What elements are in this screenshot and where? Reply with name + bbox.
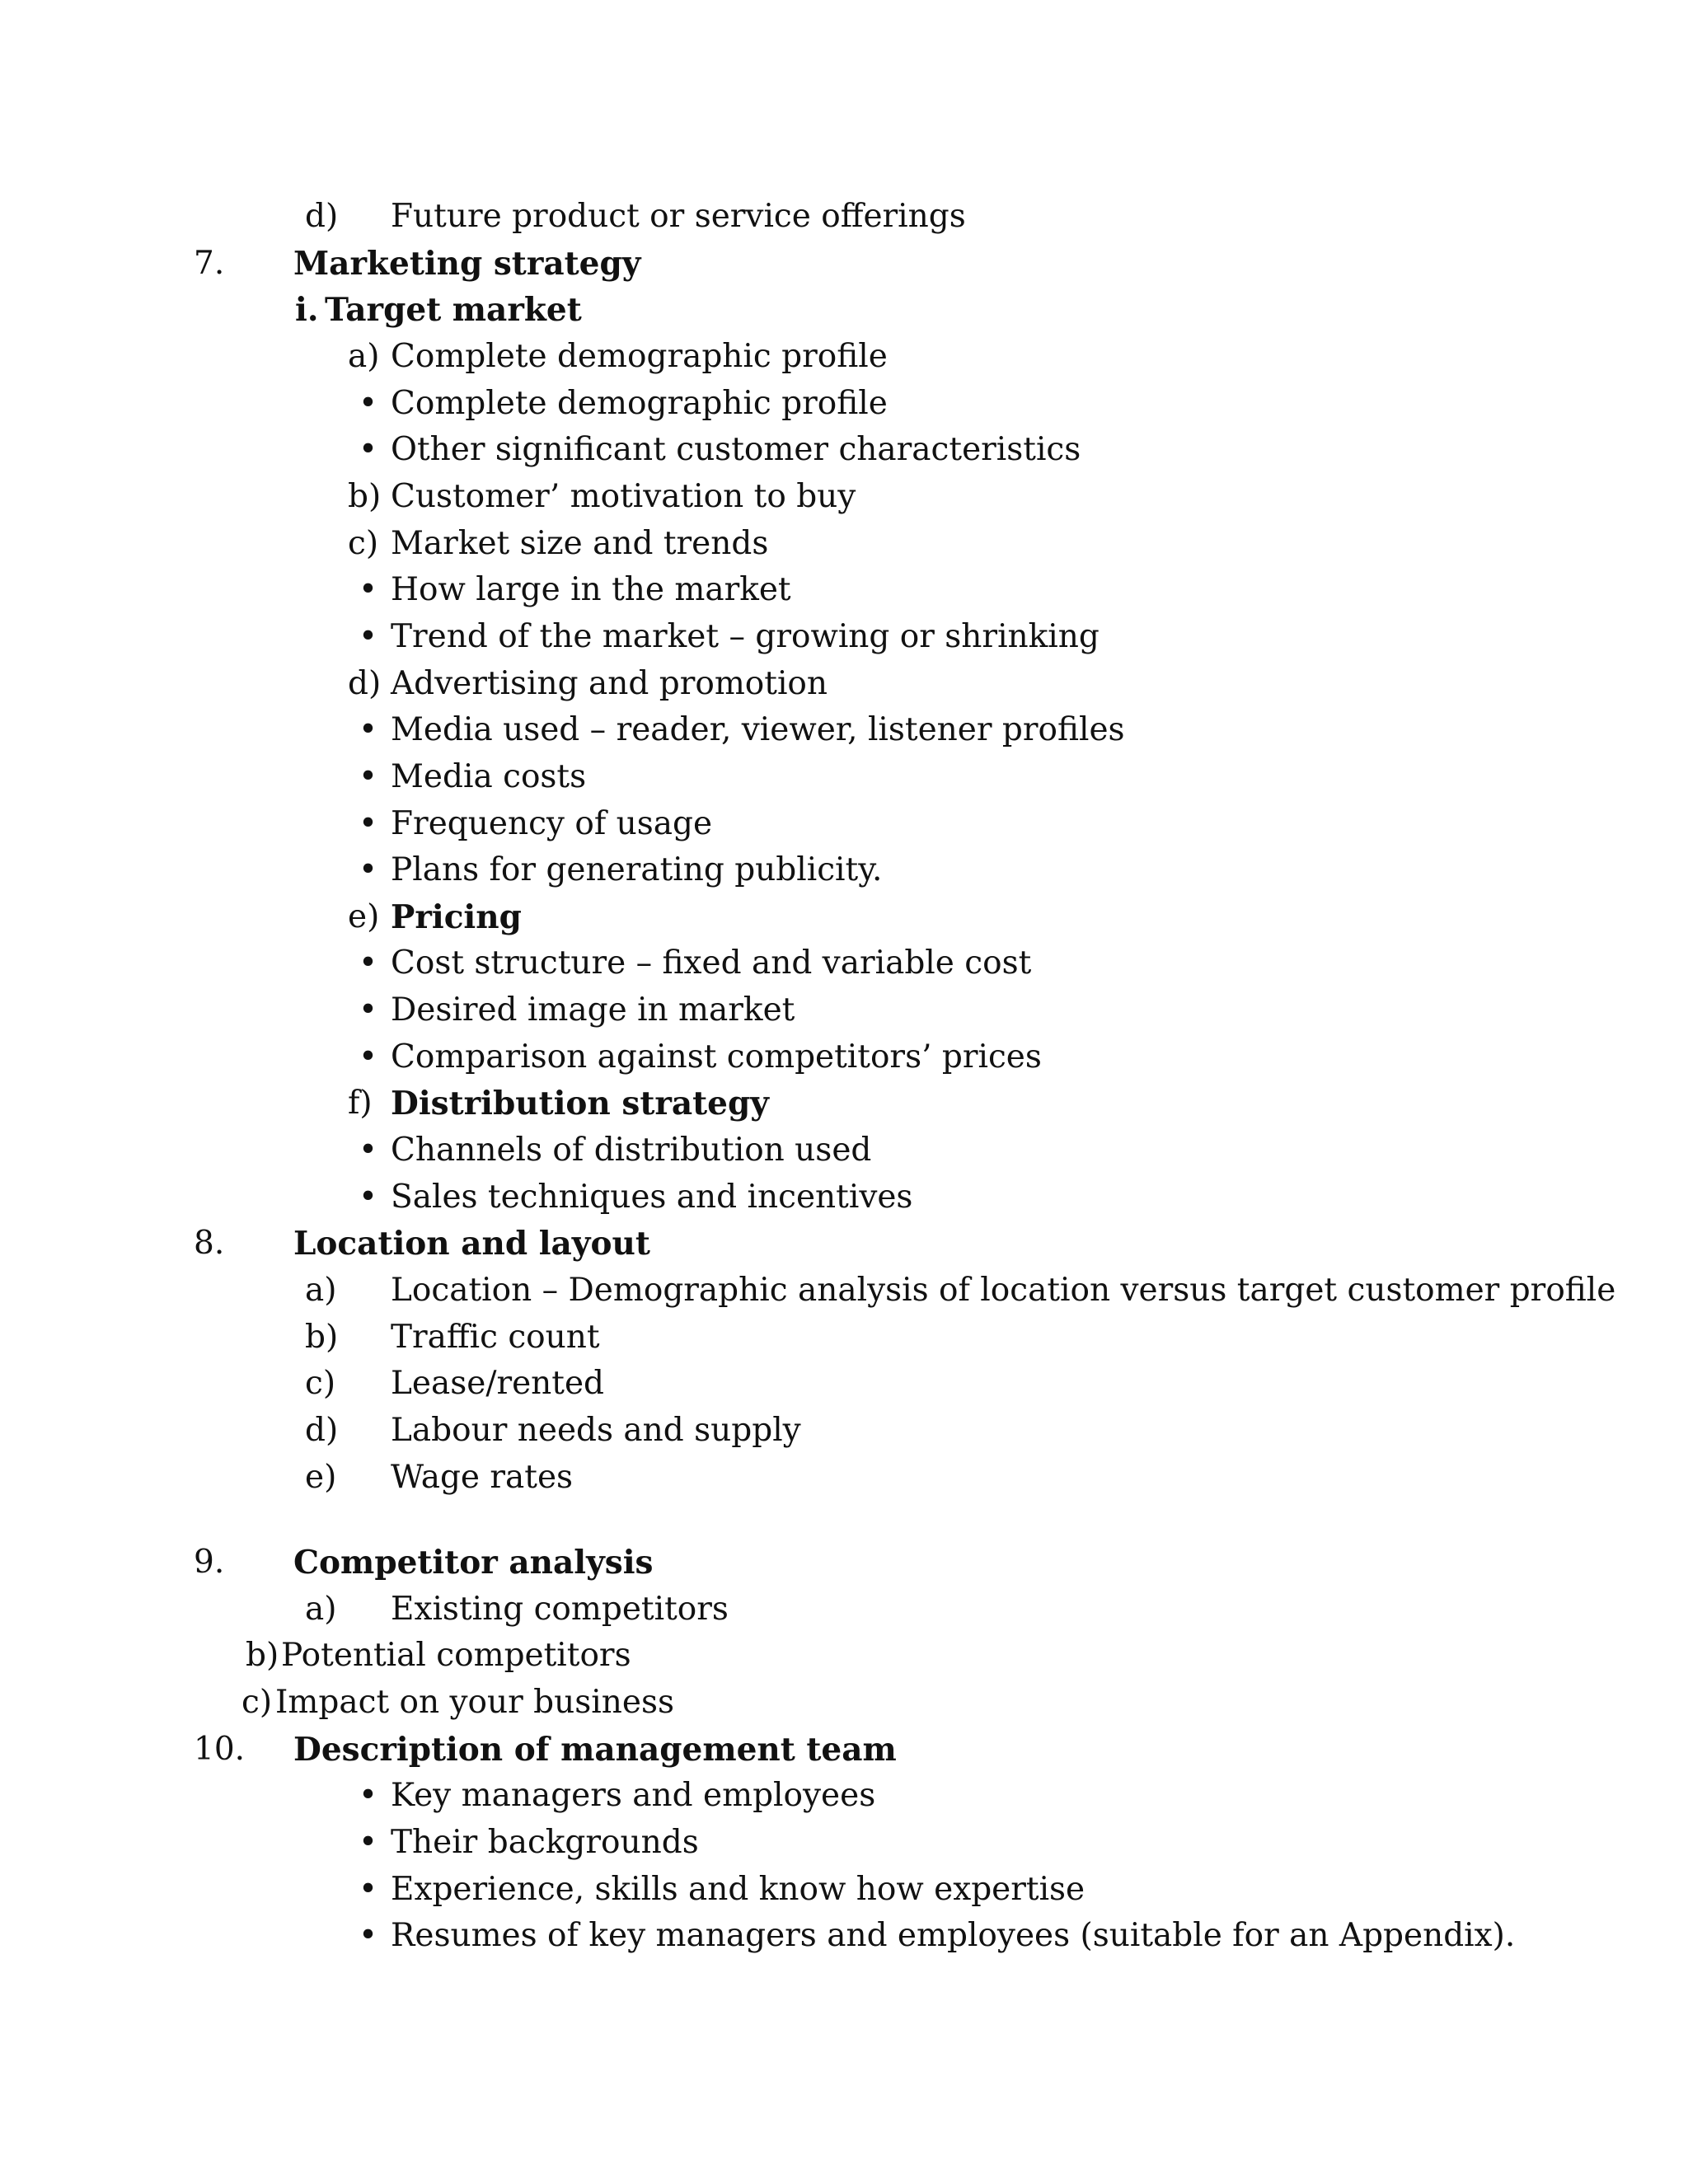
- bullet-icon: •: [359, 711, 378, 748]
- bullet-icon: •: [359, 991, 378, 1029]
- item-text: Existing competitors: [391, 1591, 729, 1628]
- item-text: Cost structure – fixed and variable cost: [391, 944, 1032, 982]
- section-title: Competitor analysis: [293, 1544, 654, 1582]
- item-marker: a): [348, 338, 380, 375]
- section-heading-9: [0, 1540, 1688, 1586]
- item-text: Channels of distribution used: [391, 1132, 872, 1169]
- bullet-item: [0, 1867, 1688, 1913]
- item-marker: b): [246, 1637, 279, 1674]
- item-text: Frequency of usage: [391, 805, 713, 842]
- item-marker: f): [348, 1085, 373, 1122]
- item-text: Other significant customer characteristics: [391, 431, 1081, 468]
- list-item-sub: [0, 894, 1688, 940]
- section-heading-8: [0, 1221, 1688, 1267]
- item-text: Wage rates: [391, 1459, 574, 1496]
- section-heading-10: [0, 1727, 1688, 1773]
- section-number: 8.: [194, 1225, 225, 1262]
- bullet-icon: •: [359, 1777, 378, 1814]
- item-text: Experience, skills and know how expertise: [391, 1871, 1085, 1908]
- item-marker: e): [305, 1459, 337, 1496]
- item-text: Media used – reader, viewer, listener profiles: [391, 711, 1125, 748]
- bullet-item: [0, 1773, 1688, 1819]
- item-marker: d): [348, 665, 382, 702]
- bullet-icon: •: [359, 571, 378, 608]
- bullet-item: [0, 1174, 1688, 1221]
- item-text: Traffic count: [391, 1319, 600, 1356]
- item-marker: d): [305, 1412, 339, 1449]
- item-text: Potential competitors: [281, 1637, 631, 1674]
- bullet-item: [0, 614, 1688, 660]
- item-marker: b): [348, 478, 382, 515]
- item-marker: a): [305, 1591, 337, 1628]
- item-marker: e): [348, 898, 380, 935]
- bullet-item: [0, 754, 1688, 800]
- bullet-icon: •: [359, 1038, 378, 1076]
- list-item-sub: [0, 661, 1688, 707]
- bullet-item: [0, 1127, 1688, 1174]
- item-text: Impact on your business: [275, 1684, 674, 1721]
- section-number: 7.: [194, 245, 225, 282]
- bullet-icon: •: [359, 618, 378, 655]
- bullet-item: [0, 801, 1688, 847]
- section-title: Location and layout: [293, 1225, 650, 1263]
- bullet-icon: •: [359, 1917, 378, 1954]
- bullet-item: [0, 707, 1688, 753]
- bullet-item: [0, 1820, 1688, 1866]
- item-text: Complete demographic profile: [391, 385, 888, 422]
- item-text: Pricing: [391, 898, 522, 936]
- item-text: Their backgrounds: [391, 1824, 699, 1861]
- item-marker: c): [241, 1684, 273, 1721]
- section-title: Marketing strategy: [293, 245, 641, 283]
- item-text: Market size and trends: [391, 525, 769, 562]
- list-item-sub: [0, 1680, 1688, 1726]
- item-text: Sales techniques and incentives: [391, 1179, 913, 1216]
- item-text: Lease/rented: [391, 1365, 605, 1402]
- item-text: Key managers and employees: [391, 1777, 876, 1814]
- item-text: Complete demographic profile: [391, 338, 888, 375]
- bullet-icon: •: [359, 851, 378, 888]
- list-item-sub: [0, 1408, 1688, 1454]
- item-marker: c): [305, 1365, 336, 1402]
- item-marker: d): [305, 198, 339, 235]
- list-item-sub: [0, 1586, 1688, 1633]
- item-text: How large in the market: [391, 571, 791, 608]
- section-number: 9.: [194, 1544, 225, 1581]
- bullet-icon: •: [359, 758, 378, 795]
- bullet-icon: •: [359, 1132, 378, 1169]
- item-text: Comparison against competitors’ prices: [391, 1038, 1042, 1076]
- item-marker: b): [305, 1319, 339, 1356]
- list-item-sub: [0, 521, 1688, 567]
- item-text: Resumes of key managers and employees (suitable for an Appendix).: [391, 1917, 1516, 1954]
- bullet-item: [0, 427, 1688, 473]
- bullet-icon: •: [359, 385, 378, 422]
- item-text: Customer’ motivation to buy: [391, 478, 856, 515]
- list-item-sub: [0, 1268, 1688, 1314]
- item-text: Advertising and promotion: [391, 665, 828, 702]
- subsection-heading: [0, 287, 1688, 333]
- list-item-sub: [0, 1080, 1688, 1127]
- bullet-icon: •: [359, 1179, 378, 1216]
- list-item-sub: [0, 1361, 1688, 1407]
- bullet-item: [0, 847, 1688, 893]
- item-text: Media costs: [391, 758, 587, 795]
- bullet-icon: •: [359, 1871, 378, 1908]
- bullet-icon: •: [359, 944, 378, 982]
- bullet-item: [0, 1913, 1688, 1959]
- subsection-marker: i.: [295, 291, 319, 329]
- subsection-title: Target market: [325, 291, 582, 329]
- bullet-item: [0, 381, 1688, 427]
- bullet-item: [0, 940, 1688, 987]
- item-text: Distribution strategy: [391, 1085, 769, 1122]
- bullet-icon: •: [359, 805, 378, 842]
- item-text: Location – Demographic analysis of location versus target customer profile: [391, 1272, 1616, 1309]
- item-text: Future product or service offerings: [391, 198, 966, 235]
- list-item-sub: [0, 334, 1688, 380]
- item-text: Plans for generating publicity.: [391, 851, 883, 888]
- section-heading-7: [0, 241, 1688, 287]
- item-marker: a): [305, 1272, 337, 1309]
- list-item-sub: [0, 194, 1688, 240]
- item-marker: c): [348, 525, 379, 562]
- bullet-icon: •: [359, 431, 378, 468]
- list-item-sub: [0, 474, 1688, 520]
- item-text: Desired image in market: [391, 991, 795, 1029]
- list-item-sub: [0, 1315, 1688, 1361]
- list-item-sub: [0, 1455, 1688, 1501]
- bullet-item: [0, 567, 1688, 613]
- section-title: Description of management team: [293, 1731, 897, 1769]
- bullet-icon: •: [359, 1824, 378, 1861]
- item-text: Trend of the market – growing or shrinking: [391, 618, 1100, 655]
- list-item-sub: [0, 1633, 1688, 1679]
- bullet-item: [0, 1034, 1688, 1080]
- section-number: 10.: [194, 1731, 246, 1768]
- bullet-item: [0, 987, 1688, 1033]
- item-text: Labour needs and supply: [391, 1412, 801, 1449]
